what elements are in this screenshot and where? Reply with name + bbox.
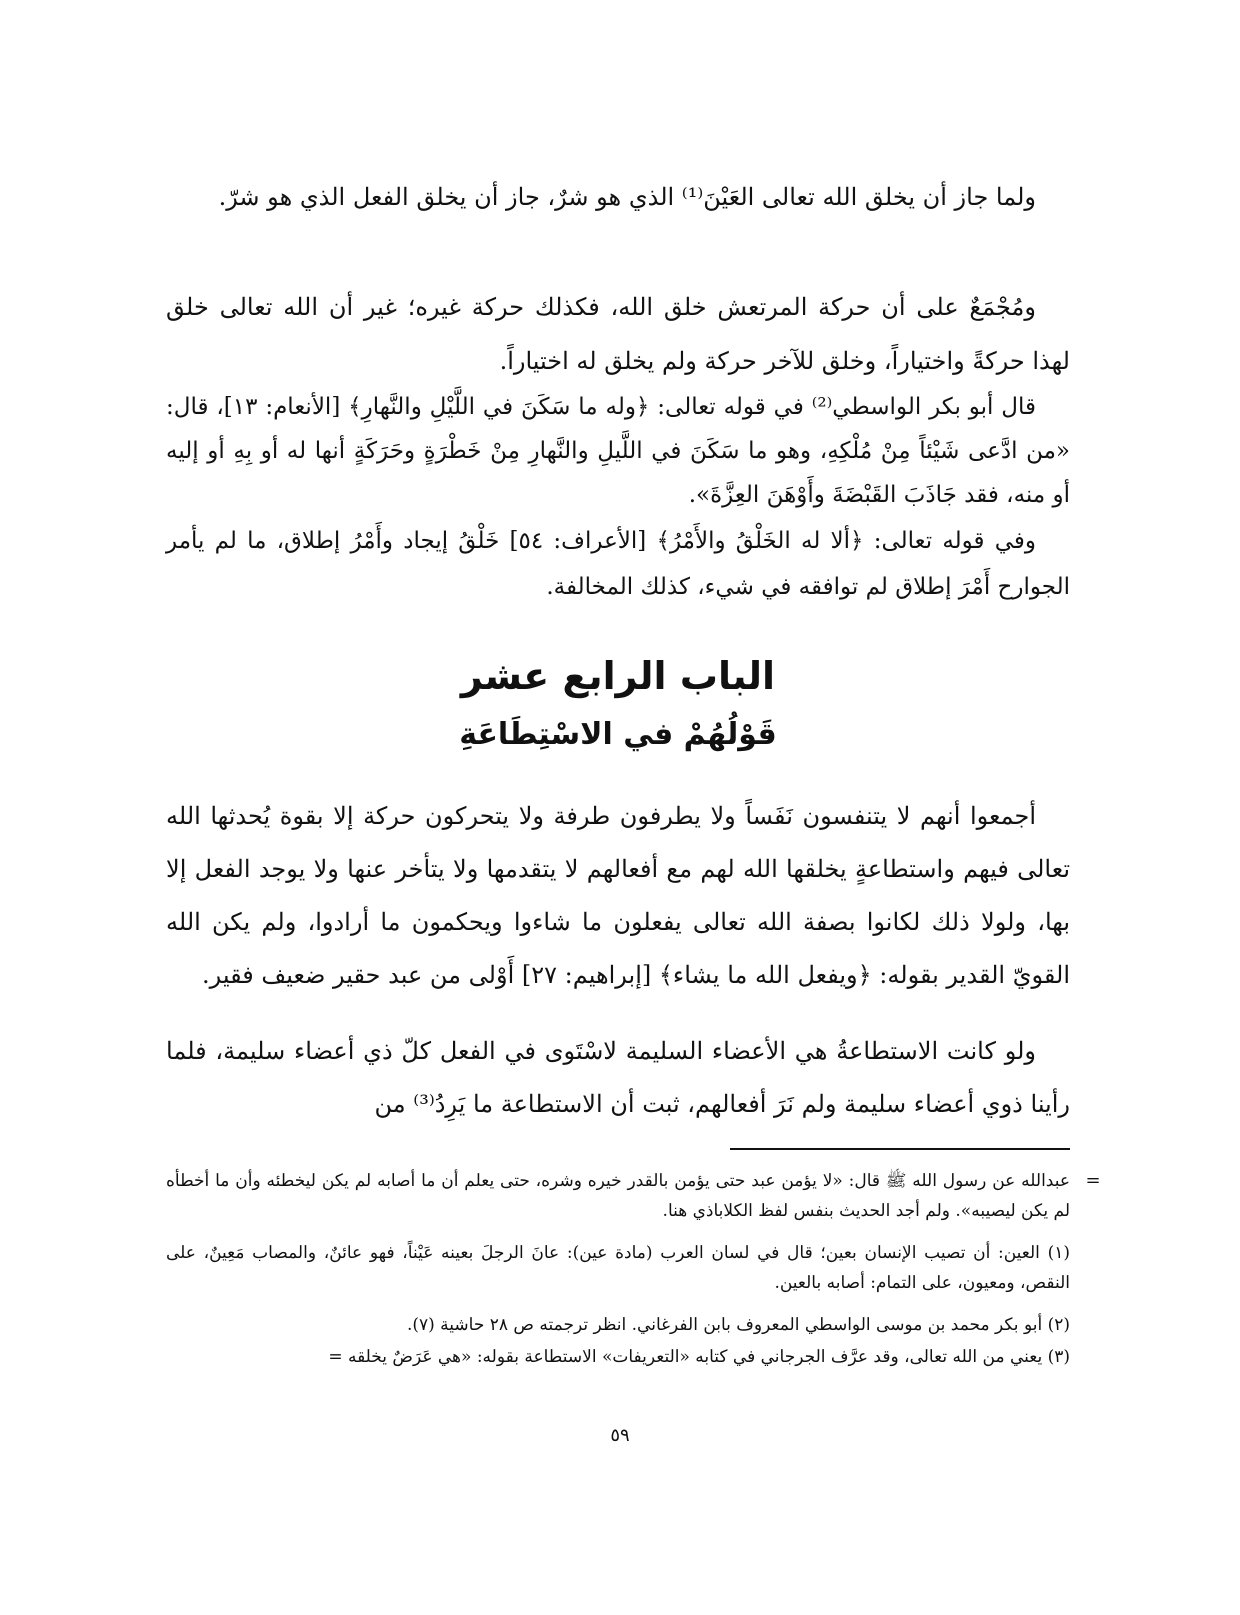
paragraph-3-text: قال أبو بكر الواسطي⁽²⁾ في قوله تعالى: ﴿وله ما سَكَنَ في اللَّيْلِ والنَّهارِ﴾ [الأنعام: ١٣]، قال: «من ادَّعى شَيْئاً مِنْ مُلْكِهِ، وهو ما سَكَنَ في اللَّيلِ والنَّهارِ مِنْ خَطْرَةٍ وحَرَكَةٍ أنها له أو بِهِ أو إليه أو منه، فقد جَاذَبَ القَبْضَةَ وأَوْهَنَ العِزَّةَ». <box>166 394 1070 508</box>
paragraph-5 <box>166 790 1070 1002</box>
paragraph-4-text: وفي قوله تعالى: ﴿ألا له الخَلْقُ والأَمْرُ﴾ [الأعراف: ٥٤] خَلْقُ إيجاد وأَمْرُ إطلاق، ما لم يأمر الجوارح أَمْرَ إطلاق لم توافقه في شيء، كذلك المخالفة. <box>166 528 1070 600</box>
paragraph-6 <box>166 1025 1070 1131</box>
paragraph-2-text: ومُجْمَعٌ على أن حركة المرتعش خلق الله، فكذلك حركة غيره؛ غير أن الله تعالى خلق لهذا حركةً واختياراً، وخلق للآخر حركة ولم يخلق له اختياراً. <box>166 293 1070 375</box>
paragraph-5-text: أجمعوا أنهم لا يتنفسون نَفَساً ولا يطرفون طرفة ولا يتحركون حركة إلا بقوة يُحدثها الله تعالى فيهم واستطاعةٍ يخلقها الله لهم مع أفعالهم لا يتقدمها ولا يتأخر عنها ولا يوجد الفعل إلا بها، ولولا ذلك لكانوا بصفة الله تعالى يفعلون ما شاءوا ويحكمون ما أرادوا، ولم يكن الله القويّ القدير بقوله: ﴿ويفعل الله ما يشاء﴾ [إبراهيم: ٢٧] أَوْلى من عبد حقير ضعيف فقير. <box>166 802 1070 989</box>
footnote-continuation-marker: = <box>1085 1170 1101 1191</box>
chapter-title: الباب الرابع عشر <box>460 654 776 698</box>
footnote-3: (٣) يعني من الله تعالى، وقد عرَّف الجرجاني في كتابه «التعريفات» الاستطاعة بقوله: «هي عَرَضٌ يخلقه = <box>328 1347 1070 1367</box>
paragraph-1-text: ولما جاز أن يخلق الله تعالى العَيْنَ⁽¹⁾ الذي هو شرٌ، جاز أن يخلق الفعل الذي هو شرّ. <box>218 183 1036 211</box>
paragraph-6-text: ولو كانت الاستطاعةُ هي الأعضاء السليمة لاسْتَوى في الفعل كلّ ذي أعضاء سليمة، فلما رأينا ذوي أعضاء سليمة ولم نَرَ أفعالهم، ثبت أن الاستطاعة ما يَرِدُ⁽³⁾ من <box>166 1037 1070 1118</box>
paragraph-2 <box>166 280 1070 388</box>
footnote-continued: عبدالله عن رسول الله ﷺ قال: «لا يؤمن عبد حتى يؤمن بالقدر خيره وشره، حتى يعلم أن ما أصابه لم يكن ليخطئه وأن ما أخطأه لم يكن ليصيبه». ولم أجد الحديث بنفس لفظ الكلاباذي هنا. <box>166 1171 1070 1221</box>
page-number: ٥٩ <box>610 1425 630 1446</box>
footnote-2: (٢) أبو بكر محمد بن موسى الواسطي المعروف بابن الفرغاني. انظر ترجمته ص ٢٨ حاشية (٧). <box>406 1315 1070 1335</box>
paragraph-3 <box>166 385 1070 517</box>
paragraph-1 <box>166 170 1070 224</box>
footnote-divider <box>730 1148 1070 1150</box>
footnote-1: (١) العين: أن تصيب الإنسان بعين؛ قال في لسان العرب (مادة عين): عانَ الرجلَ بعينه عَيْناً، فهو عائنٌ، والمصاب مَعِينٌ، على النقص، ومعيون، على التمام: أصابه بالعين. <box>166 1243 1070 1293</box>
chapter-subtitle: قَوْلُهُمْ في الاسْتِطَاعَةِ <box>459 717 777 752</box>
paragraph-4 <box>166 518 1070 610</box>
